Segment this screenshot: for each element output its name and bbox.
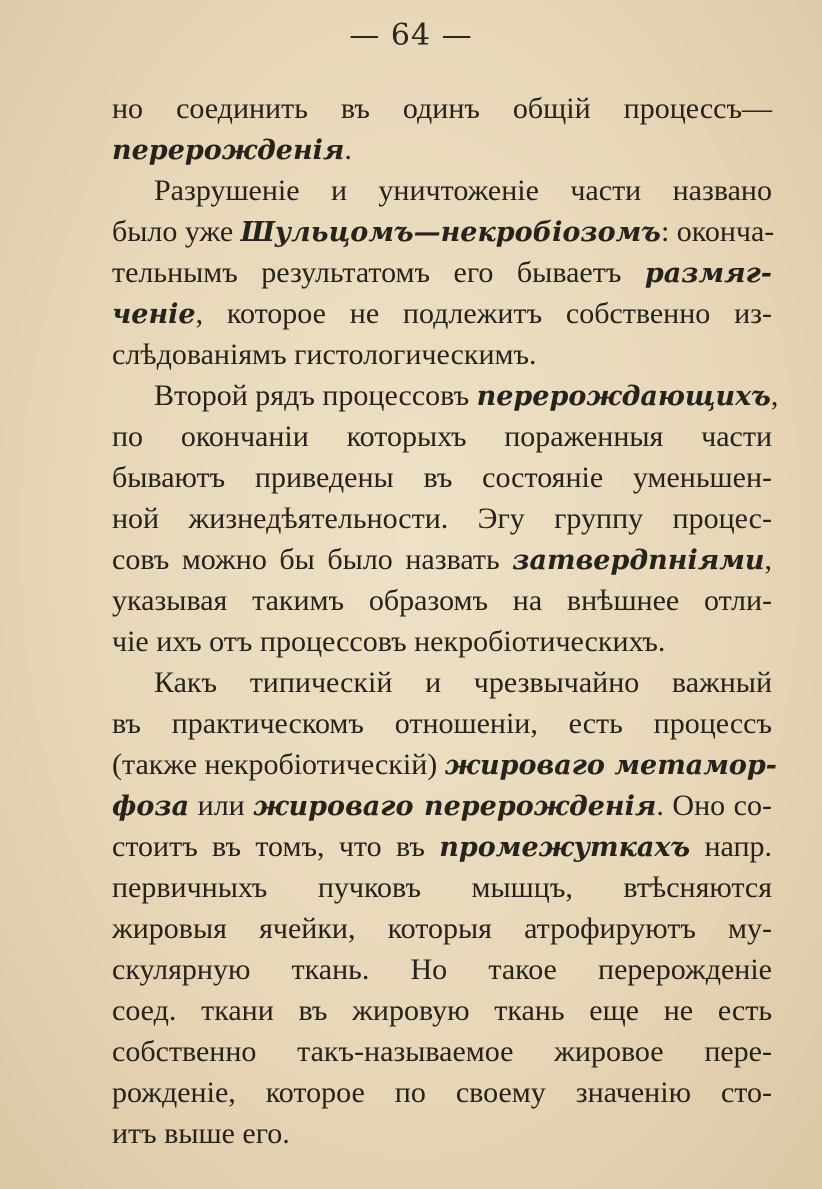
text-segment: но соединить въ одинъ общій процессъ— — [112, 92, 772, 125]
text-segment: первичныхъ пучковъ мышцъ, втѣсняются — [112, 871, 772, 904]
text-line — [112, 293, 772, 334]
text-line — [112, 1031, 772, 1072]
text-line — [112, 580, 772, 621]
text-line — [112, 867, 772, 908]
text-line — [112, 334, 772, 375]
text-segment: Какъ типическій и чрезвычайно важный — [154, 666, 772, 699]
text-line — [112, 826, 772, 867]
text-line — [112, 662, 772, 703]
text-segment: совъ можно бы было назвать — [112, 543, 513, 576]
text-segment: по окончаніи которыхъ пораженныя части — [112, 420, 772, 453]
text-line — [112, 416, 772, 457]
italic-term: затвердпніями — [512, 545, 765, 576]
italic-term: Шульцомъ—некробіозомъ — [240, 217, 661, 248]
text-line — [112, 129, 772, 170]
text-segment: . Оно со- — [656, 789, 772, 822]
text-segment: въ практическомъ отношеніи, есть процессъ — [112, 707, 772, 740]
text-segment: , — [770, 379, 779, 412]
text-segment: , — [764, 543, 772, 576]
text-segment: соед. ткани въ жировую ткань еще не есть — [112, 994, 772, 1027]
text-segment: (также некробіотическій) — [112, 748, 445, 781]
text-segment: ной жизнедѣятельности. Эгу группу процес- — [112, 502, 772, 535]
text-segment: , которое не подлежитъ собственно из- — [195, 297, 772, 330]
text-segment: : оконча- — [660, 215, 775, 248]
text-segment: указывая такимъ образомъ на внѣшнее отли- — [112, 584, 772, 617]
text-segment: чіе ихъ отъ процессовъ некробіотическихъ. — [112, 625, 666, 658]
text-line — [112, 252, 772, 293]
italic-term: ченіе — [112, 299, 196, 330]
text-line — [112, 539, 772, 580]
italic-term: размяг- — [644, 258, 772, 289]
italic-term: перерожденія — [112, 135, 345, 166]
text-line — [112, 621, 772, 662]
text-segment: слѣдованіямъ гистологическимъ. — [112, 338, 537, 371]
text-line — [112, 990, 772, 1031]
text-segment: было уже — [112, 215, 241, 248]
text-line — [112, 744, 778, 785]
text-segment: Разрушеніе и уничтоженіе части названо — [154, 174, 772, 207]
text-segment: итъ выше его. — [112, 1117, 290, 1150]
text-segment: напр. — [690, 830, 773, 863]
text-line — [112, 1113, 772, 1154]
text-line — [112, 785, 772, 826]
text-segment: скулярную ткань. Но такое перерожденіе — [112, 953, 772, 986]
text-segment: или — [189, 789, 254, 822]
italic-term: промежуткахъ — [439, 832, 691, 863]
text-line — [112, 498, 772, 539]
italic-term: жироваго перерожденія — [253, 791, 657, 822]
italic-term: жироваго метамор- — [444, 750, 778, 781]
text-segment: рожденіе, которое по своему значенію сто- — [112, 1076, 772, 1109]
text-line — [112, 211, 775, 252]
text-line — [112, 457, 772, 498]
text-line — [112, 375, 779, 416]
body-text — [112, 88, 779, 1154]
text-line — [112, 1072, 772, 1113]
text-segment: . — [344, 133, 352, 166]
text-line — [112, 908, 772, 949]
text-segment: стоитъ въ томъ, что въ — [112, 830, 440, 863]
text-line — [112, 949, 772, 990]
italic-term: фоза — [112, 791, 190, 822]
text-segment: собственно такъ-называемое жировое пере- — [112, 1035, 772, 1068]
page-number: — 64 — — [349, 18, 473, 53]
text-segment: тельнымъ результатомъ его бываетъ — [112, 256, 645, 289]
italic-term: перерождающихъ — [476, 381, 771, 412]
text-line — [112, 703, 772, 744]
text-segment: бываютъ приведены въ состояніе уменьшен- — [112, 461, 772, 494]
text-line — [112, 88, 772, 129]
text-line — [112, 170, 772, 211]
text-segment: жировыя ячейки, которыя атрофируютъ му- — [112, 912, 772, 945]
text-segment: Второй рядъ процессовъ — [154, 379, 477, 412]
